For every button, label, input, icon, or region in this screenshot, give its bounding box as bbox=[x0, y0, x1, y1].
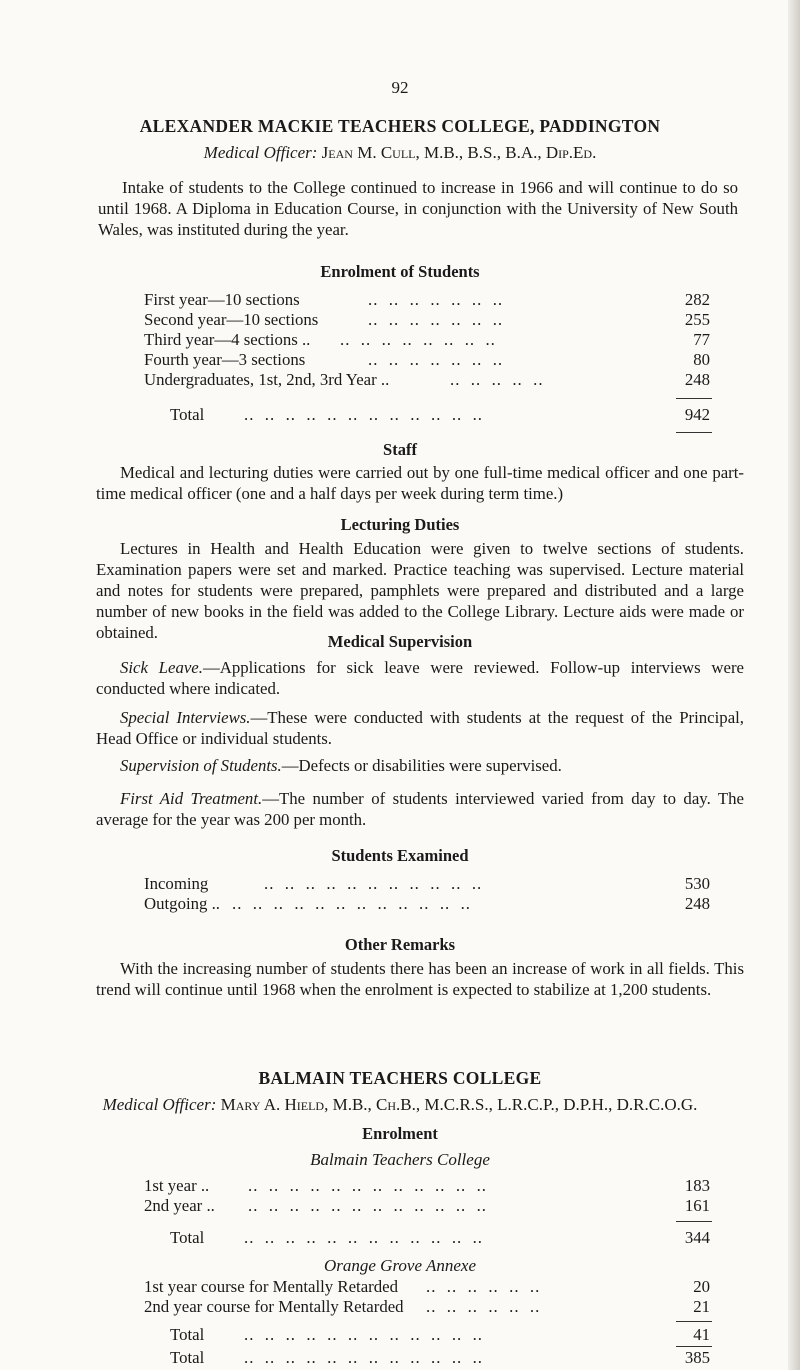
supervision-heading: Medical Supervision bbox=[327, 632, 473, 651]
special-interviews-label: Special Interviews. bbox=[120, 708, 251, 727]
medical-officer-label: Medical Officer: bbox=[203, 143, 318, 162]
annexe-total-label: Total bbox=[170, 1325, 205, 1344]
college-total-row bbox=[144, 1228, 710, 1248]
lecturing-heading: Lecturing Duties bbox=[340, 515, 460, 534]
college-title-paddington: ALEXANDER MACKIE TEACHERS COLLEGE, PADDINGTON bbox=[139, 116, 661, 136]
sick-leave-paragraph bbox=[96, 657, 744, 699]
enrolment-value: 255 bbox=[684, 310, 710, 329]
examined-row bbox=[144, 894, 710, 914]
intro-paragraph: Intake of students to the College continued to increase in 1966 and will continue to do so until 1968. A Diploma in Education Course, in conjunction with the University of New South Wales, was instituted during the year. bbox=[98, 178, 738, 239]
medical-officer-name: Jean M. Cull, M.B., B.S., B.A., Dip.Ed. bbox=[321, 143, 597, 162]
supervision-label: Supervision of Students. bbox=[120, 756, 282, 775]
staff-heading: Staff bbox=[383, 440, 417, 459]
dot-leader: .. .. .. .. .. .. .. bbox=[368, 290, 504, 309]
enrolment-row bbox=[144, 330, 710, 350]
enrolment-row bbox=[144, 370, 710, 390]
examined-label: Incoming bbox=[144, 874, 209, 893]
students-examined-heading: Students Examined bbox=[331, 846, 469, 865]
dot-leader: .. .. .. .. .. .. .. .. .. .. .. .. bbox=[244, 405, 483, 424]
college-total-label: Total bbox=[170, 1228, 205, 1247]
dot-leader: .. .. .. .. .. .. .. .. .. .. .. .. bbox=[248, 1196, 487, 1215]
enrolment-row bbox=[144, 350, 710, 370]
enrolment-total-row bbox=[144, 405, 710, 425]
grand-total-value: 385 bbox=[684, 1348, 710, 1367]
college-row bbox=[144, 1196, 710, 1216]
medical-officer-line-2 bbox=[0, 1095, 800, 1115]
page-number: 92 bbox=[391, 78, 409, 97]
enrolment-label: First year—10 sections bbox=[144, 290, 300, 309]
examined-value: 530 bbox=[684, 874, 710, 893]
medical-officer-name: Mary A. Hield, M.B., Ch.B., M.C.R.S., L.R.C.P., D.P.H., D.R.C.O.G. bbox=[220, 1095, 698, 1114]
college-row-label: 2nd year .. bbox=[144, 1196, 215, 1215]
enrolment-total-label: Total bbox=[170, 405, 205, 424]
medical-officer-line-1 bbox=[0, 143, 800, 163]
dot-leader: .. .. .. .. .. .. .. .. .. .. .. .. bbox=[244, 1348, 483, 1367]
remarks-paragraph: With the increasing number of students there has been an increase of work in all fields. This trend will continue until 1968 when the enrolment is expected to stabilize at 1,200 students. bbox=[96, 959, 744, 999]
college-row-label: 1st year .. bbox=[144, 1176, 210, 1195]
dot-leader: .. .. .. .. .. .. .. bbox=[368, 350, 504, 369]
annexe-row-label: 2nd year course for Mentally Retarded bbox=[144, 1297, 404, 1316]
dot-leader: .. .. .. .. .. .. .. bbox=[368, 310, 504, 329]
balmain-enrolment-heading: Enrolment bbox=[362, 1124, 438, 1143]
enrolment-label: Third year—4 sections .. bbox=[144, 330, 311, 349]
enrolment-label: Second year—10 sections bbox=[144, 310, 319, 329]
dot-leader: .. .. .. .. .. .. bbox=[426, 1277, 541, 1296]
examined-row bbox=[144, 874, 710, 894]
lecturing-paragraph: Lectures in Health and Health Education were given to twelve sections of students. Examination papers were set and marked. Practice teaching was supervised. Lecture material and notes for students were prepared, pamphlets were prepared and distributed and a large number of new books in the field was added to the College Library. Lecture aids were made or obtained. bbox=[96, 539, 744, 642]
enrolment-value: 282 bbox=[684, 290, 710, 309]
total-rule bbox=[676, 398, 712, 399]
total-double-rule bbox=[676, 432, 712, 433]
supervision-text: —Defects or disabilities were supervised. bbox=[281, 756, 562, 775]
dot-leader: .. .. .. .. .. .. .. .. .. .. .. .. bbox=[244, 1228, 483, 1247]
dot-leader: .. .. .. .. .. .. .. .. .. .. .. .. bbox=[232, 894, 471, 913]
college-row-value: 161 bbox=[684, 1196, 710, 1215]
dot-leader: .. .. .. .. .. bbox=[450, 370, 544, 389]
sick-leave-label: Sick Leave. bbox=[120, 658, 203, 677]
annexe-row-label: 1st year course for Mentally Retarded bbox=[144, 1277, 398, 1296]
special-interviews-paragraph bbox=[96, 707, 744, 749]
dot-leader: .. .. .. .. .. .. .. .. bbox=[340, 330, 496, 349]
college-title-balmain: BALMAIN TEACHERS COLLEGE bbox=[258, 1068, 542, 1088]
dot-leader: .. .. .. .. .. .. .. .. .. .. .. .. bbox=[244, 1325, 483, 1344]
total-rule bbox=[676, 1346, 712, 1347]
total-rule bbox=[676, 1321, 712, 1322]
grand-total-row bbox=[144, 1348, 710, 1368]
annexe-row bbox=[144, 1297, 710, 1317]
examined-label: Outgoing .. bbox=[144, 894, 220, 913]
annexe-row-value: 21 bbox=[693, 1297, 710, 1316]
annexe-total-value: 41 bbox=[693, 1325, 710, 1344]
enrolment-label: Fourth year—3 sections bbox=[144, 350, 306, 369]
staff-paragraph: Medical and lecturing duties were carried out by one full-time medical officer and one part-time medical officer (one and a half days per week during term time.) bbox=[96, 463, 744, 503]
dot-leader: .. .. .. .. .. .. .. .. .. .. .. bbox=[264, 874, 483, 893]
college-row-value: 183 bbox=[684, 1176, 710, 1195]
enrolment-value: 248 bbox=[684, 370, 710, 389]
total-rule bbox=[676, 1221, 712, 1222]
grand-total-label: Total bbox=[170, 1348, 205, 1367]
supervision-paragraph bbox=[96, 755, 744, 776]
college-total-value: 344 bbox=[684, 1228, 710, 1247]
other-remarks-heading: Other Remarks bbox=[344, 935, 456, 954]
examined-value: 248 bbox=[684, 894, 710, 913]
balmain-college-subhead: Balmain Teachers College bbox=[310, 1150, 490, 1169]
medical-officer-label: Medical Officer: bbox=[102, 1095, 217, 1114]
annexe-subhead: Orange Grove Annexe bbox=[323, 1256, 476, 1275]
first-aid-label: First Aid Treatment. bbox=[120, 789, 263, 808]
first-aid-paragraph bbox=[96, 788, 744, 830]
enrolment-total-value: 942 bbox=[684, 405, 710, 424]
enrolment-row bbox=[144, 310, 710, 330]
annexe-row-value: 20 bbox=[693, 1277, 710, 1296]
college-row bbox=[144, 1176, 710, 1196]
annexe-total-row bbox=[144, 1325, 710, 1345]
dot-leader: .. .. .. .. .. .. bbox=[426, 1297, 541, 1316]
dot-leader: .. .. .. .. .. .. .. .. .. .. .. .. bbox=[248, 1176, 487, 1195]
enrolment-label: Undergraduates, 1st, 2nd, 3rd Year .. bbox=[144, 370, 390, 389]
annexe-row bbox=[144, 1277, 710, 1297]
enrolment-value: 80 bbox=[693, 350, 710, 369]
enrolment-heading: Enrolment of Students bbox=[320, 262, 480, 281]
enrolment-row bbox=[144, 290, 710, 310]
first-aid-text: —The number of students interviewed varied from day to day. The average for the year was 200 per month. bbox=[96, 789, 744, 829]
sick-leave-text: —Applications for sick leave were reviewed. Follow-up interviews were conducted where indicated. bbox=[96, 658, 744, 698]
enrolment-value: 77 bbox=[693, 330, 710, 349]
special-interviews-text: —These were conducted with students at the request of the Principal, Head Office or individual students. bbox=[96, 708, 744, 748]
